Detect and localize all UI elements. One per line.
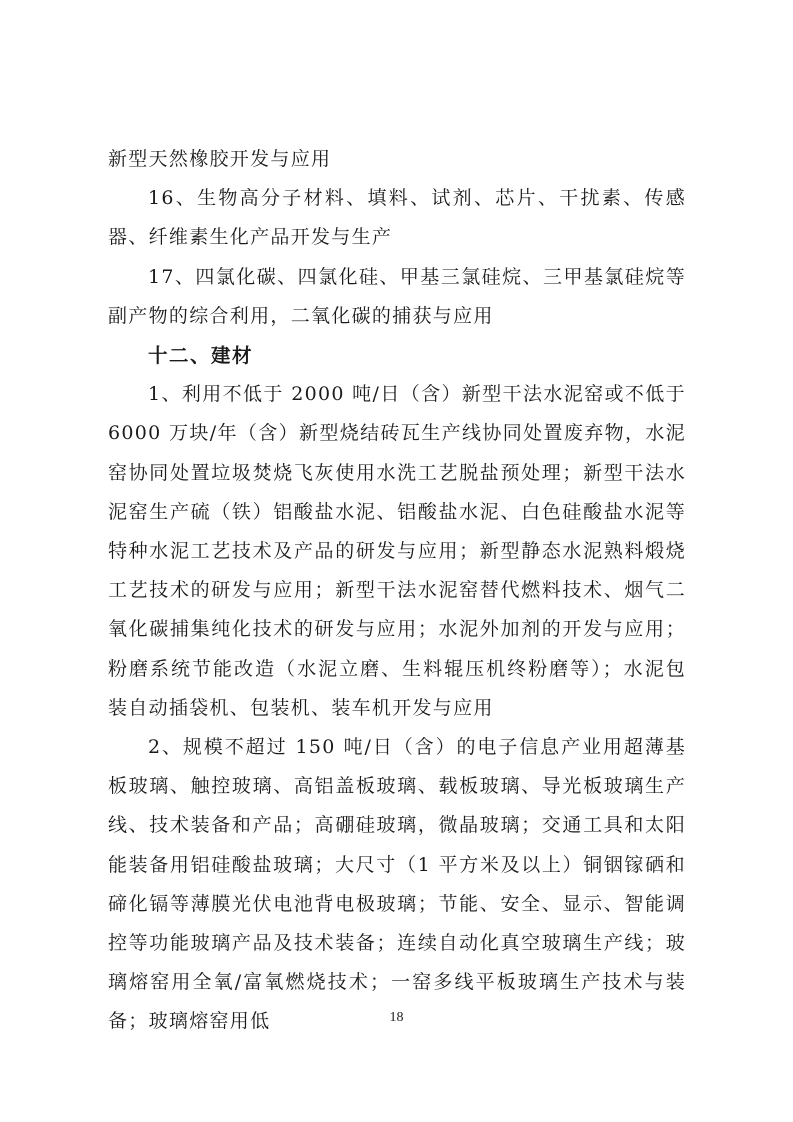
- paragraph-item-17: 17、四氯化碳、四氯化硅、甲基三氯硅烷、三甲基氯硅烷等副产物的综合利用，二氧化碳的捕获与应用: [108, 265, 686, 327]
- paragraph-item-16: 16、生物高分子材料、填料、试剂、芯片、干扰素、传感器、纤维素生化产品开发与生产: [108, 187, 686, 249]
- paragraph-continuation: 新型天然橡胶开发与应用: [108, 148, 332, 170]
- page-body: [108, 140, 686, 1042]
- section-heading: 十二、建材: [148, 344, 254, 368]
- paragraph-building-materials-1: 1、利用不低于 2000 吨/日（含）新型干法水泥窑或不低于 6000 万块/年（含）新型烧结砖瓦生产线协同处置废弃物，水泥窑协同处置垃圾焚烧飞灰使用水洗工艺脱盐预处理；新型干法水泥窑生产硫（铁）铝酸盐水泥、铝酸盐水泥、白色硅酸盐水泥等特种水泥工艺技术及产品的研发与应用；新型静态水泥熟料煅烧工艺技术的研发与应用；新型干法水泥窑替代燃料技术、烟气二氧化碳捕集纯化技术的研发与应用；水泥外加剂的开发与应用；粉磨系统节能改造（水泥立磨、生料辊压机终粉磨等）；水泥包装自动插袋机、包装机、装车机开发与应用: [108, 383, 686, 719]
- page-number: 18: [389, 1010, 404, 1025]
- paragraph-building-materials-2: 2、规模不超过 150 吨/日（含）的电子信息产业用超薄基板玻璃、触控玻璃、高铝盖板玻璃、载板玻璃、导光板玻璃生产线、技术装备和产品；高硼硅玻璃，微晶玻璃；交通工具和太阳能装备用铝硅酸盐玻璃；大尺寸（1 平方米及以上）铜铟镓硒和碲化镉等薄膜光伏电池背电极玻璃；节能、安全、显示、智能调控等功能玻璃产品及技术装备；连续自动化真空玻璃生产线；玻璃熔窑用全氧/富氧燃烧技术；一窑多线平板玻璃生产技术与装备；玻璃熔窑用低: [108, 736, 686, 1033]
